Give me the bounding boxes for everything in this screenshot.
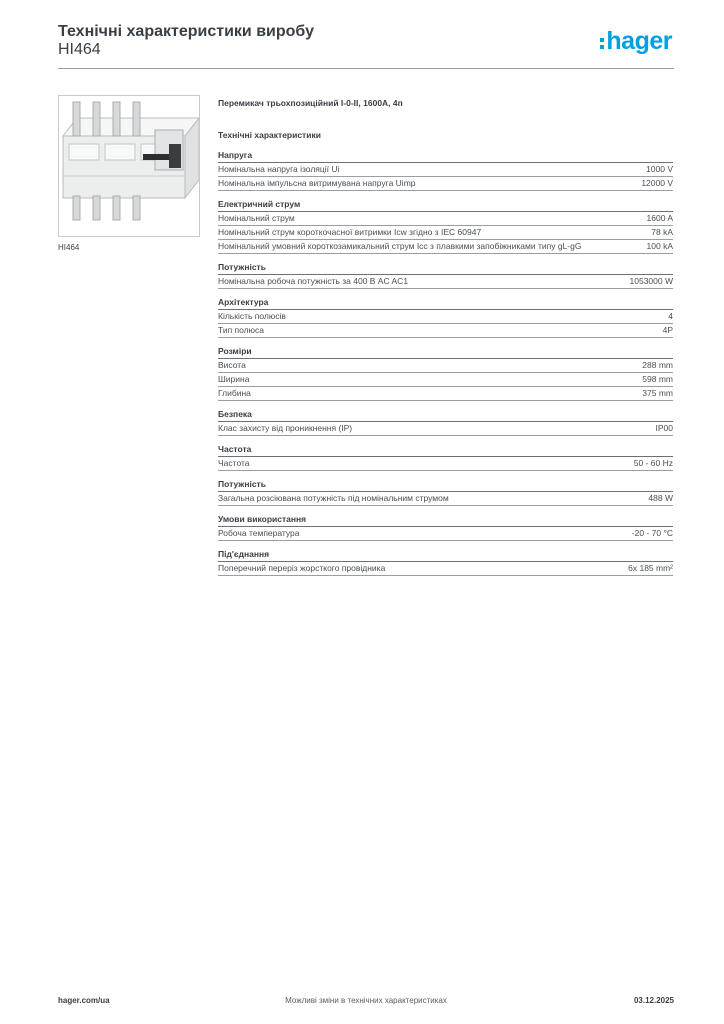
spec-value: 598 mm [642, 374, 673, 384]
spec-value: 4P [662, 325, 673, 335]
spec-label: Кількість полюсів [218, 311, 286, 321]
footer-website: hager.com/ua [58, 996, 110, 1005]
spec-row [218, 387, 673, 401]
spec-label: Номінальна напруга ізоляції Ui [218, 164, 340, 174]
spec-label: Загальна розсіювана потужність під номінальним струмом [218, 493, 449, 503]
spec-group [218, 443, 673, 471]
spec-value: 78 kA [651, 227, 673, 237]
spec-value: 488 W [648, 493, 673, 503]
spec-group [218, 261, 673, 289]
logo-mark-icon [600, 38, 604, 49]
spec-value: 100 kA [646, 241, 673, 251]
spec-value: 288 mm [642, 360, 673, 370]
spec-label: Номінальний струм [218, 213, 295, 223]
spec-value: 50 - 60 Hz [633, 458, 673, 468]
group-title: Безпека [218, 408, 673, 422]
spec-row [218, 275, 673, 289]
footer-date: 03.12.2025 [633, 996, 674, 1005]
spec-value: 6x 185 mm² [628, 563, 673, 573]
switch-disconnector-icon [59, 96, 199, 236]
group-title: Потужність [218, 478, 673, 492]
spec-label: Номінальна імпульсна витримувана напруга Uimp [218, 178, 416, 188]
spec-row [218, 177, 673, 191]
page-footer [58, 996, 674, 1010]
spec-group [218, 149, 673, 191]
group-title: Умови використання [218, 513, 673, 527]
product-code: HI464 [58, 41, 101, 58]
spec-group [218, 198, 673, 254]
spec-value: 1053000 W [629, 276, 673, 286]
spec-label: Глибина [218, 388, 251, 398]
spec-value: 375 mm [642, 388, 673, 398]
spec-label: Висота [218, 360, 246, 370]
spec-label: Частота [218, 458, 250, 468]
spec-group [218, 548, 673, 576]
section-title: Технічні характеристики [218, 130, 321, 140]
spec-row [218, 226, 673, 240]
spec-group [218, 345, 673, 401]
spec-value: 4 [668, 311, 673, 321]
spec-row [218, 373, 673, 387]
spec-group [218, 513, 673, 541]
spec-label: Клас захисту від проникнення (IP) [218, 423, 353, 433]
footer-notice: Можливі зміни в технічних характеристиках [285, 996, 447, 1005]
spec-row [218, 457, 673, 471]
spec-group [218, 408, 673, 436]
spec-label: Номінальний умовний короткозамикальний струм Icc з плавкими запобіжниками типу gL-gG [218, 241, 582, 251]
page-header [58, 18, 674, 70]
spec-group [218, 296, 673, 338]
group-title: Напруга [218, 149, 673, 163]
spec-value: 1600 A [646, 213, 673, 223]
group-title: Архітектура [218, 296, 673, 310]
spec-value: IP00 [655, 423, 673, 433]
group-title: Електричний струм [218, 198, 673, 212]
spec-row [218, 422, 673, 436]
spec-row [218, 527, 673, 541]
product-name: Перемикач трьохпозиційний I-0-II, 1600A, 4п [218, 98, 403, 108]
group-title: Розміри [218, 345, 673, 359]
spec-content [218, 96, 673, 576]
spec-value: 1000 V [646, 164, 673, 174]
product-image [58, 95, 200, 237]
hager-logo [600, 26, 672, 56]
image-caption: HI464 [58, 243, 80, 252]
group-title: Під'єднання [218, 548, 673, 562]
spec-label: Тип полюса [218, 325, 264, 335]
spec-groups [218, 149, 673, 576]
group-title: Частота [218, 443, 673, 457]
spec-row [218, 212, 673, 226]
spec-group [218, 478, 673, 506]
spec-label: Ширина [218, 374, 250, 384]
header-divider [58, 68, 674, 69]
page-title: Технічні характеристики виробу [58, 23, 314, 40]
spec-value: -20 - 70 °C [631, 528, 673, 538]
spec-label: Номінальна робоча потужність за 400 В AC AC1 [218, 276, 409, 286]
spec-value: 12000 V [641, 178, 673, 188]
spec-label: Номінальний струм короткочасної витримки Icw згідно з IEC 60947 [218, 227, 482, 237]
spec-row [218, 240, 673, 254]
spec-row [218, 492, 673, 506]
group-title: Потужність [218, 261, 673, 275]
logo-text: hager [606, 27, 672, 55]
spec-row [218, 310, 673, 324]
spec-label: Поперечний переріз жорсткого провідника [218, 563, 386, 573]
spec-label: Робоча температура [218, 528, 300, 538]
spec-row [218, 324, 673, 338]
spec-row [218, 163, 673, 177]
spec-row [218, 562, 673, 576]
spec-row [218, 359, 673, 373]
